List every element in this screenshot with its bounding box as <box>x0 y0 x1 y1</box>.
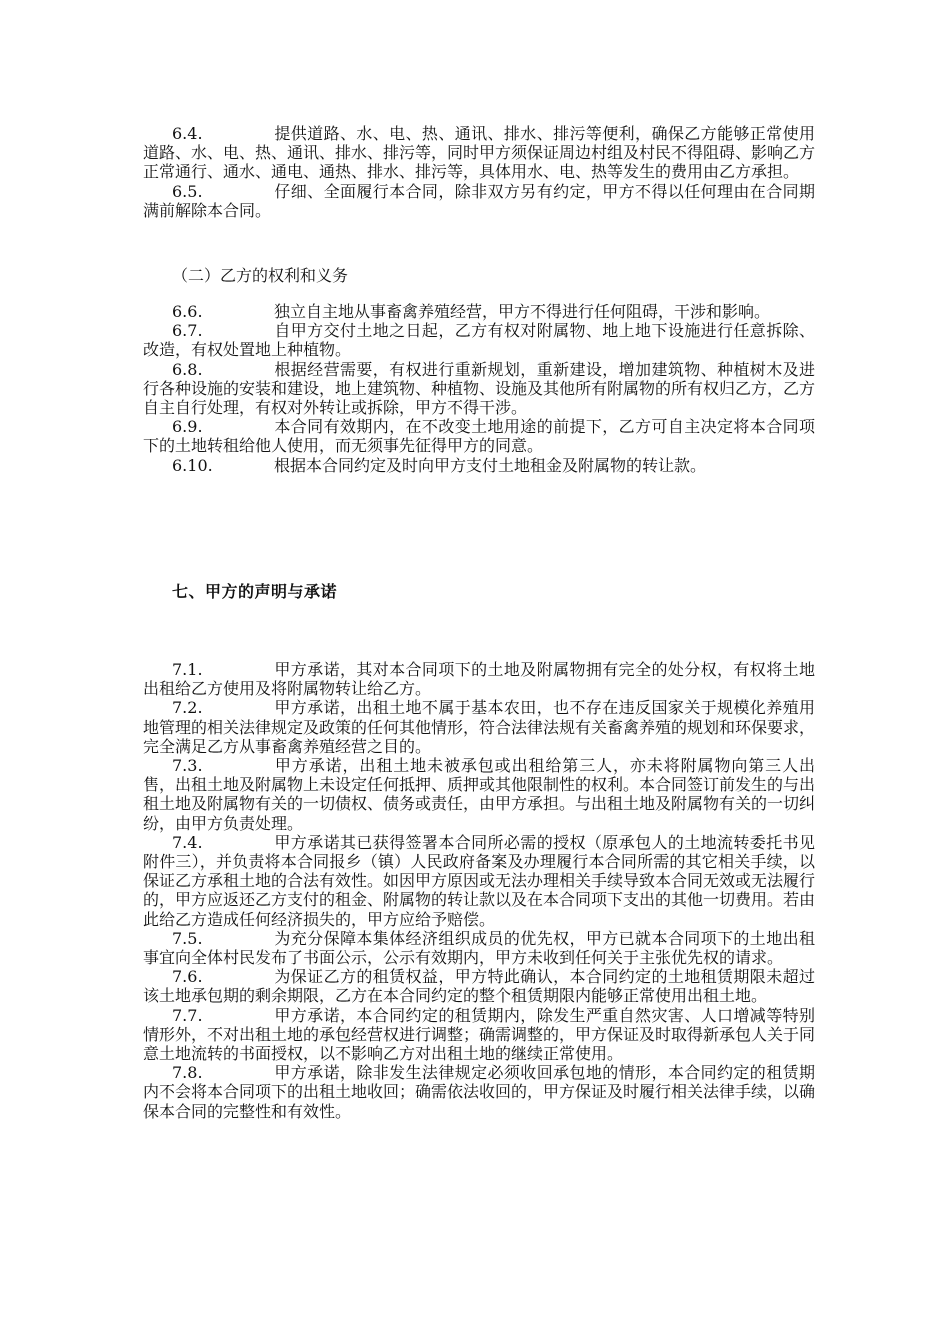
clause-number: 6.4. <box>172 124 203 143</box>
clause-group-party-a-declarations <box>143 660 815 1121</box>
clause-text: 甲方承诺，除非发生法律规定必须收回承包地的情形，本合同约定的租赁期内不会将本合同项下的出租土地收回；确需依法收回的，甲方保证及时履行相关法律手续，以确保本合同的完整性和有效性。 <box>143 1063 816 1121</box>
clause-7-1 <box>143 660 815 698</box>
clause-number: 7.4. <box>172 832 203 852</box>
clause-number: 6.6. <box>172 302 203 321</box>
clause-6-6 <box>143 302 815 321</box>
clause-7-2 <box>143 698 815 756</box>
clause-number: 6.7. <box>172 321 203 341</box>
clause-7-8 <box>143 1063 815 1121</box>
clause-7-7 <box>143 1006 815 1064</box>
clause-number: 7.1. <box>172 660 203 679</box>
clause-6-7 <box>143 321 815 359</box>
clause-number: 7.7. <box>172 1005 203 1025</box>
clause-number: 7.5. <box>172 928 203 948</box>
clause-text: 甲方承诺其已获得签署本合同所必需的授权（原承包人的土地流转委托书见附件三），并负责将本合同报乡（镇）人民政府备案及办理履行本合同所需的其它相关手续，以保证乙方承租土地的合法有效性。如因甲方原因或无法办理相关手续导致本合同无效或无法履行的，甲方应返还乙方支付的租金、附属物的转让款以及在本合同项下支出的其他一切费用。若由此给乙方造成任何经济损失的，甲方应给予赔偿。 <box>143 832 816 929</box>
clause-number: 7.2. <box>172 698 203 718</box>
clause-text: 甲方承诺，本合同约定的租赁期内，除发生严重自然灾害、人口增减等特别情形外，不对出租土地的承包经营权进行调整；确需调整的，甲方保证及时取得新承包人关于同意土地流转的书面授权，以不影响乙方对出租土地的继续正常使用。 <box>143 1005 816 1064</box>
clause-number: 6.5. <box>172 181 203 201</box>
clause-number: 6.9. <box>172 417 203 437</box>
clause-number: 7.8. <box>172 1063 203 1083</box>
clause-text: 甲方承诺，其对本合同项下的土地及附属物拥有完全的处分权，有权将土地出租给乙方使用及将附属物转让给乙方。 <box>143 660 815 699</box>
clause-text: 甲方承诺，出租土地未被承包或出租给第三人，亦未将附属物向第三人出售，出租土地及附属物上未设定任何抵押、质押或其他限制性的权利。本合同签订前发生的与出租土地及附属物有关的一切债权、债务或责任，由甲方承担。与出租土地及附属物有关的一切纠纷，由甲方负责处理。 <box>143 756 816 833</box>
clause-text: 自甲方交付土地之日起，乙方有权对附属物、地上地下设施进行任意拆除、改造，有权处置地上种植物。 <box>143 321 815 360</box>
clause-text: 独立自主地从事畜禽养殖经营，甲方不得进行任何阻碍，干涉和影响。 <box>274 302 771 321</box>
clause-number: 6.8. <box>172 359 203 379</box>
clause-number: 7.6. <box>172 967 203 987</box>
clause-7-3 <box>143 756 815 833</box>
clause-7-5 <box>143 929 815 967</box>
clause-6-10 <box>143 456 815 475</box>
clause-text: 提供道路、水、电、热、通讯、排水、排污等便利，确保乙方能够正常使用道路、水、电、热、通讯、排水、排污等，同时甲方须保证周边村组及村民不得阻碍、影响乙方正常通行、通水、通电、通热、排水、排污等，具体用水、电、热等发生的费用由乙方承担。 <box>143 124 816 182</box>
clause-text: 甲方承诺，出租土地不属于基本农田，也不存在违反国家关于规模化养殖用地管理的相关法律规定及政策的任何其他情形，符合法律法规有关畜禽养殖的规划和环保要求，完全满足乙方从事畜禽养殖经营之目的。 <box>143 698 816 756</box>
clause-group-party-b-rights <box>143 302 815 475</box>
clause-7-6 <box>143 967 815 1005</box>
clause-6-5 <box>143 182 815 220</box>
clause-text: 为保证乙方的租赁权益，甲方特此确认，本合同约定的土地租赁期限未超过该土地承包期的剩余期限，乙方在本合同约定的整个租赁期限内能够正常使用出租土地。 <box>143 967 815 1006</box>
clause-number: 7.3. <box>172 756 203 776</box>
clause-6-9 <box>143 417 815 455</box>
clause-text: 本合同有效期内，在不改变土地用途的前提下，乙方可自主决定将本合同项下的土地转租给他人使用，而无须事先征得甲方的同意。 <box>143 417 815 456</box>
clause-7-4 <box>143 833 815 929</box>
subsection-title: （二）乙方的权利和义务 <box>172 266 349 285</box>
clause-text: 仔细、全面履行本合同，除非双方另有约定，甲方不得以任何理由在合同期满前解除本合同。 <box>143 181 815 220</box>
clause-number: 6.10. <box>172 455 213 475</box>
clause-group-party-a-obligations <box>143 124 815 220</box>
clause-6-4 <box>143 124 815 182</box>
section-heading: 七、甲方的声明与承诺 <box>172 582 338 601</box>
clause-text: 为充分保障本集体经济组织成员的优先权，甲方已就本合同项下的土地出租事宜向全体村民发布了书面公示，公示有效期内，甲方未收到任何关于主张优先权的请求。 <box>143 928 815 968</box>
clause-text: 根据本合同约定及时向甲方支付土地租金及附属物的转让款。 <box>274 455 707 475</box>
clause-6-8 <box>143 360 815 418</box>
clause-text: 根据经营需要，有权进行重新规划，重新建设，增加建筑物、种植树木及进行各种设施的安装和建设，地上建筑物、种植物、设施及其他所有附属物的所有权归乙方，乙方自主自行处理，有权对外转让或拆除，甲方不得干涉。 <box>143 359 816 418</box>
